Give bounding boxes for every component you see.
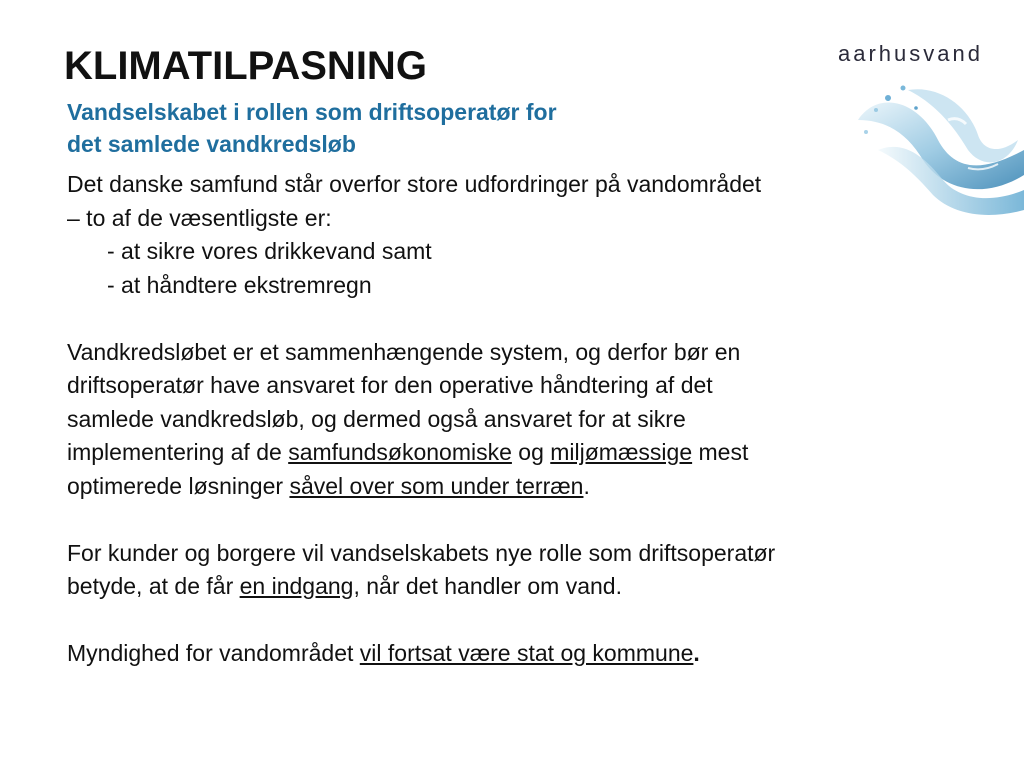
paragraph-gap <box>67 503 967 537</box>
text-fragment: implementering af de <box>67 439 289 465</box>
underlined-en-indgang: en indgang <box>239 573 354 599</box>
body-p2-line-3: samlede vandkredsløb, og dermed også ansvaret for at sikre <box>67 405 686 432</box>
body-p3-line-1: For kunder og borgere vil vandselskabets nye rolle som driftsoperatør <box>67 539 776 566</box>
underlined-stat-og-kommune: vil fortsat være stat og kommune <box>359 640 694 666</box>
body-p2-line-1: Vandkredsløbet er et sammenhængende system, og derfor bør en <box>67 338 741 365</box>
subtitle-line-2: det samlede vandkredsløb <box>67 131 356 157</box>
body-p2-line-4 <box>67 436 967 470</box>
aarhusvand-logo-text: aarhusvand <box>838 41 983 66</box>
bullet-drikkevand: - at sikre vores drikkevand samt <box>107 238 432 264</box>
text-fragment: og <box>511 439 551 465</box>
underlined-over-under-terraen: såvel over som under terræn <box>289 472 584 499</box>
subtitle-line-1: Vandselskabet i rollen som driftsoperatør for <box>67 99 557 125</box>
body-p2-line-5 <box>67 470 967 504</box>
paragraph-gap <box>67 604 967 638</box>
body-p1-line-1: Det danske samfund står overfor store udfordringer på vandområdet <box>67 171 762 197</box>
body-p1-line-2: – to af de væsentligste er: <box>67 204 332 231</box>
body-p2-line-2: driftsoperatør have ansvaret for den operative håndtering af det <box>67 372 713 398</box>
slide-body <box>67 168 967 671</box>
text-fragment: mest <box>692 439 749 465</box>
underlined-miljomaessige: miljømæssige <box>550 439 693 465</box>
text-fragment: , når det handler om vand. <box>353 573 622 599</box>
bullet-ekstremregn: - at håndtere ekstremregn <box>107 271 372 298</box>
underlined-samfundsokonomiske: samfundsøkonomiske <box>288 439 512 465</box>
text-fragment: betyde, at de får <box>67 573 240 599</box>
text-fragment: . <box>583 472 590 499</box>
slide-title: KLIMATILPASNING <box>64 44 427 88</box>
text-fragment: . <box>693 640 700 666</box>
body-p4-line-1 <box>67 637 967 671</box>
text-fragment: optimerede løsninger <box>67 472 290 499</box>
text-fragment: Myndighed for vandområdet <box>67 640 360 666</box>
body-p3-line-2 <box>67 570 967 604</box>
slide-subtitle <box>67 96 557 160</box>
paragraph-gap <box>67 302 967 336</box>
